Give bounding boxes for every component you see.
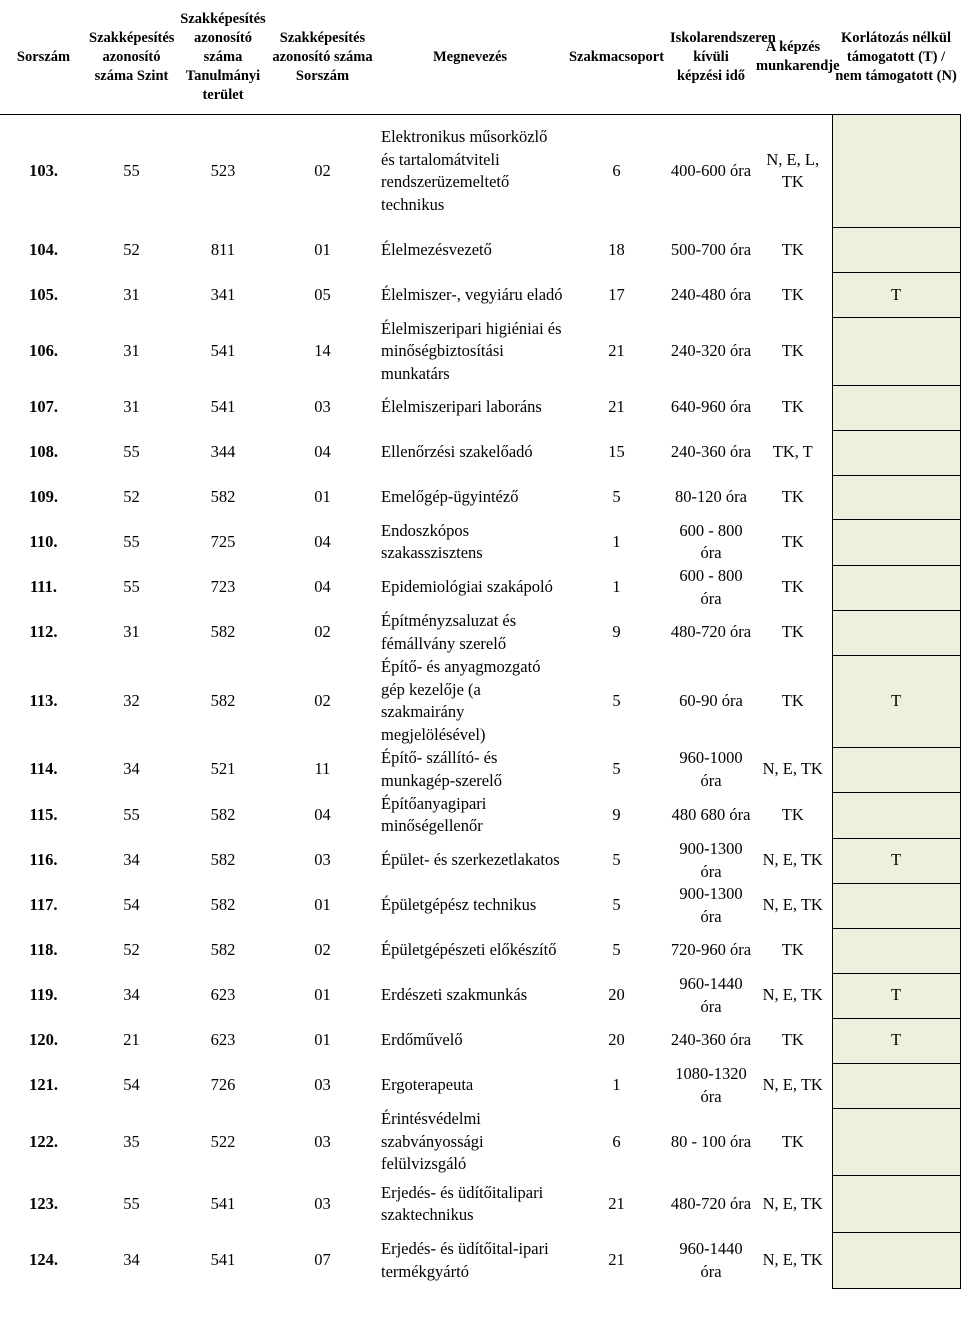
row-szint: 34 xyxy=(123,985,140,1005)
row-megnevezes: Épületgépészeti előkészítő xyxy=(381,940,557,960)
row-azonosito-sorszam: 14 xyxy=(314,341,331,360)
header-tanulmanyi-terulet: Szakképesítés azonosító száma Tanulmányi terület xyxy=(176,0,270,115)
row-azonosito-sorszam: 03 xyxy=(314,397,331,417)
row-tanulmanyi-terulet: 725 xyxy=(210,531,236,551)
row-megnevezes: Ergoterapeuta xyxy=(381,1075,474,1095)
row-megnevezes: Építőanyagipari minőségellenőr xyxy=(381,793,487,835)
row-sorszam: 124. xyxy=(29,1250,58,1270)
row-szakmacsoport: 6 xyxy=(612,161,621,180)
row-kepzesi-ido: 480-720 óra xyxy=(670,1193,752,1213)
row-munkarend: N, E, TK xyxy=(762,985,823,1005)
row-sorszam: 112. xyxy=(29,622,58,642)
row-korlatozas xyxy=(832,1176,960,1233)
table-row xyxy=(0,928,960,973)
row-azonosito-sorszam: 01 xyxy=(314,486,331,506)
table-row xyxy=(0,1108,960,1176)
table-row xyxy=(0,883,960,928)
row-tanulmanyi-terulet: 582 xyxy=(210,940,236,960)
row-szakmacsoport: 5 xyxy=(612,486,621,506)
row-szint: 54 xyxy=(123,1075,140,1095)
row-szint: 21 xyxy=(123,1030,140,1050)
row-munkarend: TK xyxy=(781,341,804,360)
table-row xyxy=(0,792,960,838)
row-szint: 34 xyxy=(123,850,140,870)
row-tanulmanyi-terulet: 582 xyxy=(210,690,236,710)
row-szint: 52 xyxy=(123,486,140,506)
row-sorszam: 121. xyxy=(29,1075,58,1095)
row-sorszam: 110. xyxy=(29,531,58,551)
row-munkarend: N, E, TK xyxy=(762,759,823,779)
row-korlatozas xyxy=(832,610,960,655)
row-sorszam: 103. xyxy=(29,161,58,180)
row-korlatozas xyxy=(832,747,960,792)
row-kepzesi-ido: 480-720 óra xyxy=(670,622,752,642)
row-azonosito-sorszam: 11 xyxy=(314,759,331,779)
row-megnevezes: Ellenőrzési szakelőadó xyxy=(381,442,533,462)
row-kepzesi-ido: 400-600 óra xyxy=(670,161,752,180)
row-munkarend: TK xyxy=(781,531,804,551)
row-sorszam: 123. xyxy=(29,1193,58,1213)
row-sorszam: 107. xyxy=(29,397,58,417)
row-kepzesi-ido: 900-1300 óra xyxy=(679,839,743,881)
row-kepzesi-ido: 500-700 óra xyxy=(670,239,752,259)
row-korlatozas: T xyxy=(832,1018,960,1063)
row-tanulmanyi-terulet: 541 xyxy=(210,1250,236,1270)
row-megnevezes: Emelőgép-ügyintéző xyxy=(381,486,519,506)
header-azonosito-sorszam: Szakképesítés azonosító száma Sorszám xyxy=(270,0,375,115)
row-megnevezes: Erjedés- és üdítőital-ipari termékgyártó xyxy=(381,1239,549,1281)
table-row xyxy=(0,973,960,1018)
row-azonosito-sorszam: 02 xyxy=(314,690,331,710)
table-row xyxy=(0,519,960,565)
row-szint: 35 xyxy=(123,1131,140,1151)
row-kepzesi-ido: 80-120 óra xyxy=(675,486,747,506)
row-korlatozas xyxy=(832,792,960,838)
row-kepzesi-ido: 720-960 óra xyxy=(670,940,752,960)
row-megnevezes: Erdészeti szakmunkás xyxy=(381,985,528,1005)
row-azonosito-sorszam: 04 xyxy=(314,804,331,824)
row-kepzesi-ido: 960-1440 óra xyxy=(679,1239,743,1281)
row-azonosito-sorszam: 03 xyxy=(314,1075,331,1095)
row-munkarend: N, E, TK xyxy=(762,895,823,915)
header-kepzesi-ido: Iskolarendszeren kívüli képzési idő xyxy=(668,0,754,115)
row-munkarend: TK xyxy=(781,622,804,642)
table-row xyxy=(0,610,960,655)
row-megnevezes: Erdőművelő xyxy=(381,1030,463,1050)
row-tanulmanyi-terulet: 811 xyxy=(210,239,236,259)
row-szint: 31 xyxy=(123,397,140,417)
row-szakmacsoport: 5 xyxy=(612,895,621,915)
row-korlatozas: T xyxy=(832,838,960,883)
row-azonosito-sorszam: 03 xyxy=(314,1193,331,1213)
row-sorszam: 117. xyxy=(29,895,58,915)
row-kepzesi-ido: 80 - 100 óra xyxy=(670,1131,752,1151)
row-sorszam: 105. xyxy=(29,284,58,304)
row-tanulmanyi-terulet: 521 xyxy=(210,759,236,779)
row-korlatozas xyxy=(832,115,960,228)
row-tanulmanyi-terulet: 344 xyxy=(210,442,236,462)
row-sorszam: 119. xyxy=(29,985,58,1005)
row-azonosito-sorszam: 05 xyxy=(314,284,331,304)
row-korlatozas: T xyxy=(832,655,960,747)
row-tanulmanyi-terulet: 582 xyxy=(210,850,236,870)
row-munkarend: TK xyxy=(781,690,804,710)
row-sorszam: 113. xyxy=(29,690,58,710)
header-korlatozas: Korlátozás nélkül támogatott (T) / nem támogatott (N) xyxy=(832,0,960,115)
table-row xyxy=(0,1018,960,1063)
row-szakmacsoport: 5 xyxy=(612,850,621,870)
row-munkarend: TK xyxy=(781,940,804,960)
row-munkarend: TK xyxy=(781,1131,804,1151)
row-korlatozas xyxy=(832,928,960,973)
row-korlatozas xyxy=(832,565,960,610)
row-munkarend: N, E, TK xyxy=(762,1250,823,1270)
row-kepzesi-ido: 960-1440 óra xyxy=(679,974,743,1016)
row-korlatozas: T xyxy=(832,273,960,318)
row-szakmacsoport: 1 xyxy=(612,577,621,597)
row-korlatozas xyxy=(832,228,960,273)
row-korlatozas xyxy=(832,430,960,475)
row-kepzesi-ido: 240-320 óra xyxy=(670,341,752,360)
row-szint: 55 xyxy=(123,531,140,551)
header-szakmacsoport: Szakmacsoport xyxy=(565,0,668,115)
row-tanulmanyi-terulet: 623 xyxy=(210,1030,236,1050)
row-kepzesi-ido: 600 - 800 óra xyxy=(679,566,743,608)
row-sorszam: 118. xyxy=(29,940,58,960)
row-munkarend: TK xyxy=(781,284,804,304)
row-azonosito-sorszam: 04 xyxy=(314,442,331,462)
row-korlatozas xyxy=(832,475,960,519)
row-azonosito-sorszam: 02 xyxy=(314,161,331,180)
row-munkarend: N, E, L, TK xyxy=(766,149,820,192)
table-row xyxy=(0,747,960,792)
row-munkarend: TK xyxy=(781,239,804,259)
row-sorszam: 104. xyxy=(29,239,58,259)
row-munkarend: N, E, TK xyxy=(762,850,823,870)
row-tanulmanyi-terulet: 582 xyxy=(210,804,236,824)
table-header-row xyxy=(0,0,960,115)
row-szakmacsoport: 6 xyxy=(612,1131,621,1151)
row-kepzesi-ido: 900-1300 óra xyxy=(679,884,743,926)
table-row xyxy=(0,565,960,610)
row-tanulmanyi-terulet: 726 xyxy=(210,1075,236,1095)
row-kepzesi-ido: 240-360 óra xyxy=(670,1030,752,1050)
row-sorszam: 115. xyxy=(29,804,58,824)
row-korlatozas xyxy=(832,1108,960,1176)
table-row xyxy=(0,1176,960,1233)
row-szint: 31 xyxy=(123,341,140,360)
table-row xyxy=(0,318,960,386)
row-megnevezes: Endoszkópos szakasszisztens xyxy=(381,520,483,562)
row-sorszam: 120. xyxy=(29,1030,58,1050)
row-korlatozas xyxy=(832,519,960,565)
table-row xyxy=(0,115,960,228)
row-tanulmanyi-terulet: 582 xyxy=(210,486,236,506)
row-kepzesi-ido: 240-360 óra xyxy=(670,442,752,462)
row-megnevezes: Élelmiszeripari laboráns xyxy=(381,397,542,417)
row-szint: 54 xyxy=(123,895,140,915)
row-szint: 55 xyxy=(123,1193,140,1213)
row-szakmacsoport: 5 xyxy=(612,759,621,779)
table-row xyxy=(0,385,960,430)
row-megnevezes: Epidemiológiai szakápoló xyxy=(381,577,553,597)
row-szint: 34 xyxy=(123,759,140,779)
table-row xyxy=(0,273,960,318)
row-szint: 52 xyxy=(123,940,140,960)
row-azonosito-sorszam: 07 xyxy=(314,1250,331,1270)
row-azonosito-sorszam: 03 xyxy=(314,850,331,870)
row-tanulmanyi-terulet: 541 xyxy=(210,341,236,360)
row-kepzesi-ido: 960-1000 óra xyxy=(679,748,743,790)
row-szakmacsoport: 20 xyxy=(608,985,625,1005)
table-row xyxy=(0,475,960,519)
row-szakmacsoport: 21 xyxy=(608,397,625,417)
row-megnevezes: Építményzsaluzat és fémállvány szerelő xyxy=(381,611,517,653)
row-megnevezes: Épület- és szerkezetlakatos xyxy=(381,850,560,870)
row-szakmacsoport: 1 xyxy=(612,1075,621,1095)
row-korlatozas xyxy=(832,385,960,430)
row-szakmacsoport: 9 xyxy=(612,804,621,824)
row-szint: 55 xyxy=(123,804,140,824)
row-sorszam: 108. xyxy=(29,442,58,462)
row-szakmacsoport: 17 xyxy=(608,284,625,304)
row-tanulmanyi-terulet: 341 xyxy=(210,284,236,304)
row-megnevezes: Élelmezésvezető xyxy=(381,239,492,259)
row-szint: 55 xyxy=(123,442,140,462)
table-row xyxy=(0,655,960,747)
row-megnevezes: Élelmiszer-, vegyiáru eladó xyxy=(381,284,563,304)
row-kepzesi-ido: 600 - 800 óra xyxy=(679,520,743,562)
row-szint: 31 xyxy=(123,622,140,642)
row-azonosito-sorszam: 01 xyxy=(314,239,331,259)
row-azonosito-sorszam: 02 xyxy=(314,940,331,960)
row-tanulmanyi-terulet: 723 xyxy=(210,577,236,597)
row-megnevezes: Épületgépész technikus xyxy=(381,895,537,915)
row-megnevezes: Érintésvédelmi szabványossági felülvizsgáló xyxy=(381,1109,484,1173)
row-sorszam: 109. xyxy=(29,486,58,506)
row-kepzesi-ido: 240-480 óra xyxy=(670,284,752,304)
row-sorszam: 122. xyxy=(29,1131,58,1151)
row-munkarend: TK xyxy=(781,577,804,597)
row-korlatozas xyxy=(832,1063,960,1108)
row-sorszam: 114. xyxy=(29,759,58,779)
row-megnevezes: Építő- és anyagmozgató gép kezelője (a szakmairány megjelölésével) xyxy=(381,657,541,744)
table-row xyxy=(0,838,960,883)
row-szakmacsoport: 1 xyxy=(612,531,621,551)
row-munkarend: TK xyxy=(781,1030,804,1050)
row-sorszam: 116. xyxy=(29,850,58,870)
row-azonosito-sorszam: 01 xyxy=(314,985,331,1005)
row-szint: 32 xyxy=(123,690,140,710)
row-szint: 52 xyxy=(123,239,140,259)
header-megnevezes: Megnevezés xyxy=(375,0,565,115)
row-kepzesi-ido: 60-90 óra xyxy=(679,690,743,710)
row-azonosito-sorszam: 01 xyxy=(314,895,331,915)
row-megnevezes: Élelmiszeripari higiéniai és minőségbiztosítási munkatárs xyxy=(381,318,562,383)
row-munkarend: N, E, TK xyxy=(762,1193,823,1213)
header-munkarend: A képzés munkarendje xyxy=(754,0,832,115)
table-row xyxy=(0,1233,960,1289)
row-tanulmanyi-terulet: 522 xyxy=(210,1131,236,1151)
row-szakmacsoport: 20 xyxy=(608,1030,625,1050)
row-tanulmanyi-terulet: 541 xyxy=(210,1193,236,1213)
row-szakmacsoport: 5 xyxy=(612,690,621,710)
row-tanulmanyi-terulet: 582 xyxy=(210,895,236,915)
row-megnevezes: Építő- szállító- és munkagép-szerelő xyxy=(381,748,502,790)
row-korlatozas: T xyxy=(832,973,960,1018)
row-szakmacsoport: 21 xyxy=(608,1250,625,1270)
row-tanulmanyi-terulet: 582 xyxy=(210,622,236,642)
row-tanulmanyi-terulet: 623 xyxy=(210,985,236,1005)
table-row xyxy=(0,1063,960,1108)
row-munkarend: TK xyxy=(781,804,804,824)
row-munkarend: TK xyxy=(781,397,804,417)
row-azonosito-sorszam: 02 xyxy=(314,622,331,642)
row-kepzesi-ido: 640-960 óra xyxy=(670,397,752,417)
row-kepzesi-ido: 480 680 óra xyxy=(671,804,751,824)
row-munkarend: TK, T xyxy=(772,442,813,462)
table-row xyxy=(0,228,960,273)
row-tanulmanyi-terulet: 541 xyxy=(210,397,236,417)
header-szint: Szakképesítés azonosító száma Szint xyxy=(87,0,176,115)
row-szint: 55 xyxy=(123,161,140,180)
row-szakmacsoport: 21 xyxy=(608,1193,625,1213)
row-szakmacsoport: 15 xyxy=(608,442,625,462)
row-sorszam: 106. xyxy=(29,341,58,360)
table-row xyxy=(0,430,960,475)
row-tanulmanyi-terulet: 523 xyxy=(210,161,236,180)
row-munkarend: N, E, TK xyxy=(762,1075,823,1095)
header-sorszam: Sorszám xyxy=(0,0,87,115)
row-azonosito-sorszam: 01 xyxy=(314,1030,331,1050)
row-sorszam: 111. xyxy=(29,577,58,597)
row-szint: 31 xyxy=(123,284,140,304)
row-szint: 34 xyxy=(123,1250,140,1270)
row-szakmacsoport: 9 xyxy=(612,622,621,642)
row-azonosito-sorszam: 04 xyxy=(314,531,331,551)
row-szint: 55 xyxy=(123,577,140,597)
row-munkarend: TK xyxy=(781,486,804,506)
table-body xyxy=(0,115,960,1289)
row-szakmacsoport: 18 xyxy=(608,239,625,259)
row-korlatozas xyxy=(832,1233,960,1289)
row-szakmacsoport: 5 xyxy=(612,940,621,960)
row-azonosito-sorszam: 03 xyxy=(314,1131,331,1151)
row-korlatozas xyxy=(832,883,960,928)
row-megnevezes: Erjedés- és üdítőitalipari szaktechnikus xyxy=(381,1182,544,1224)
row-kepzesi-ido: 1080-1320 óra xyxy=(675,1064,747,1106)
row-szakmacsoport: 21 xyxy=(608,341,625,360)
row-korlatozas xyxy=(832,318,960,386)
row-azonosito-sorszam: 04 xyxy=(314,577,331,597)
row-megnevezes: Elektronikus műsorközlő és tartalomátviteli rendszerüzemeltető technikus xyxy=(381,127,548,214)
